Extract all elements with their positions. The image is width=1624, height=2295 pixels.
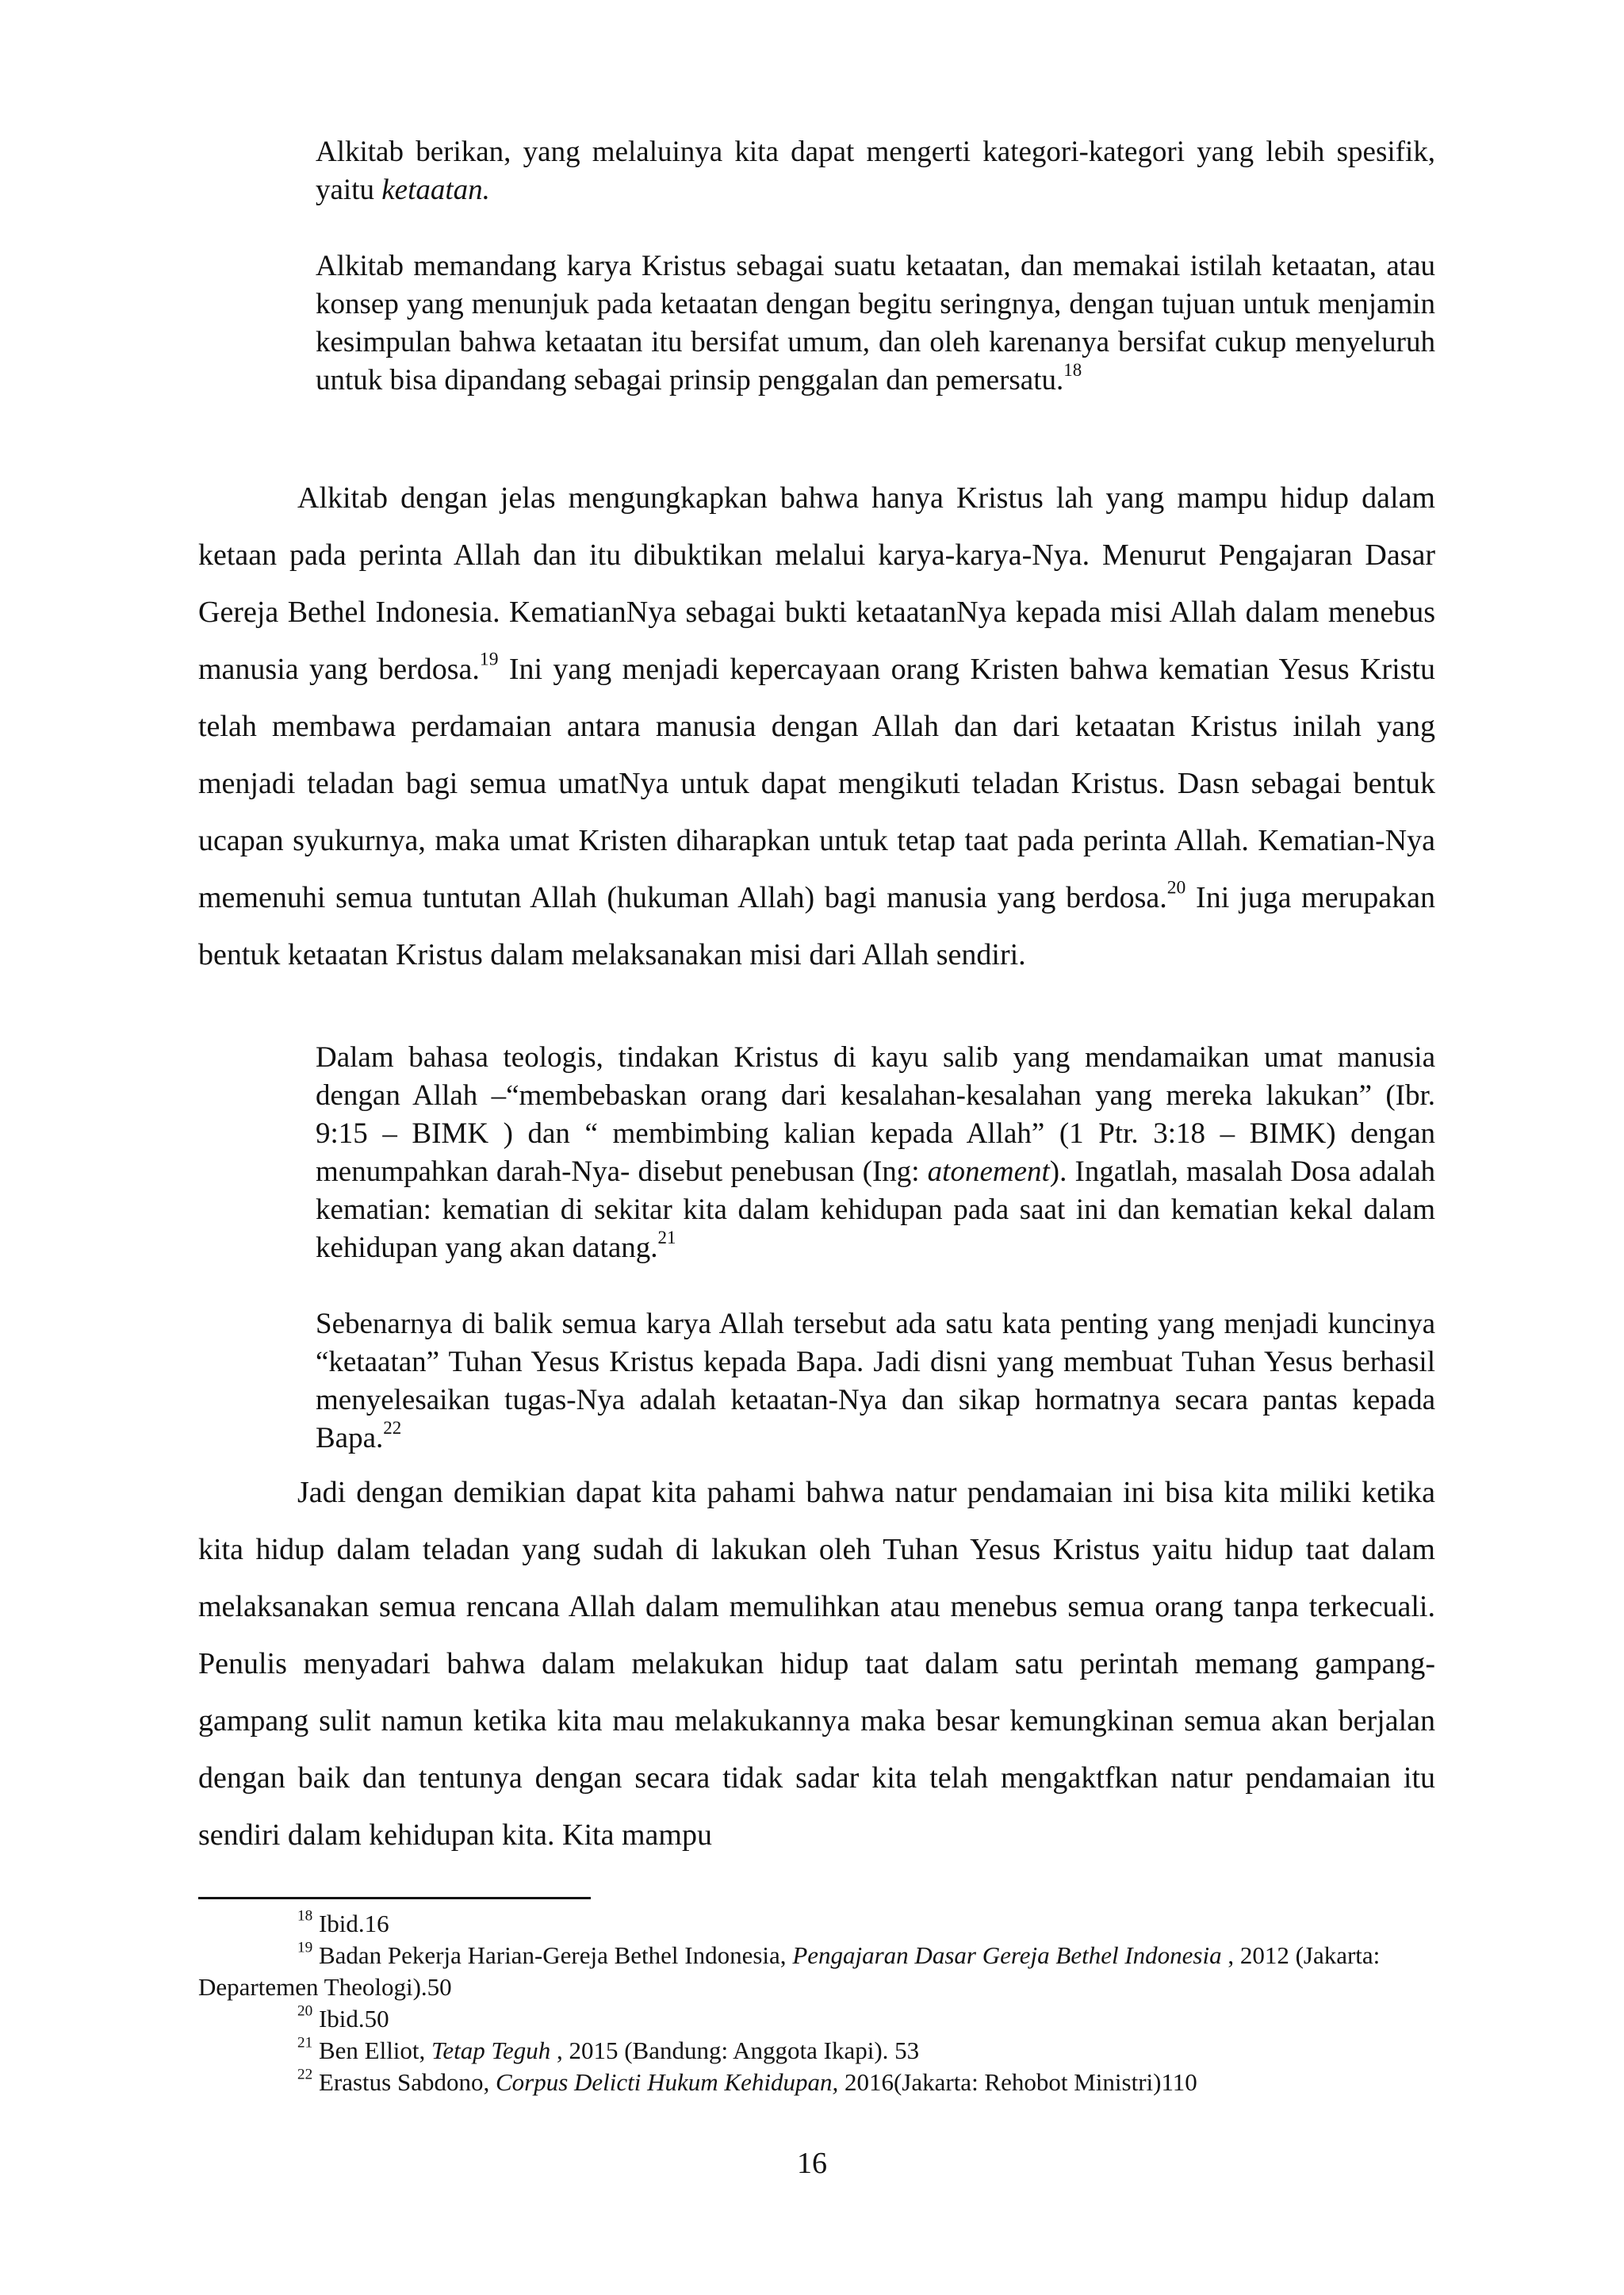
footnote bbox=[198, 1908, 1435, 1940]
footnote bbox=[198, 2067, 1435, 2098]
footnote-text: Erastus Sabdono, bbox=[312, 2068, 496, 2096]
block-quote-paragraph bbox=[316, 1305, 1435, 1458]
footnote bbox=[198, 2003, 1435, 2035]
paragraph-text: Ini yang menjadi kepercayaan orang Kristen bahwa kematian Yesus Kristu telah membawa perdamaian antara manusia dengan Allah dan dari ketaatan Kristus inilah yang menjadi teladan bagi semua umatNya untuk dapat mengikuti teladan Kristus. Dasn sebagai bentuk ucapan syukurnya, maka umat Kristen diharapkan untuk tetap taat pada perinta Allah. Kematian-Nya memenuhi semua tuntutan Allah (hukuman Allah) bagi manusia yang berdosa. bbox=[198, 653, 1435, 914]
block-quote-paragraph bbox=[316, 133, 1435, 209]
body-paragraph bbox=[198, 1464, 1435, 1864]
paragraph-text: Alkitab dengan jelas mengungkapkan bahwa hanya Kristus lah yang mampu hidup dalam ketaan pada perinta Allah dan itu dibuktikan melalui karya-karya-Nya. Menurut Pengajaran Dasar Gereja Bethel Indonesia. KematianNya sebagai bukti ketaatanNya kepada misi Allah dalam menebus manusia yang berdosa. bbox=[198, 481, 1435, 686]
footnote-reference[interactable]: 20 bbox=[1166, 877, 1186, 898]
footnote-text: , 2015 (Bandung: Anggota Ikapi). 53 bbox=[550, 2036, 920, 2064]
quote-text: Sebenarnya di balik semua karya Allah tersebut ada satu kata penting yang menjadi kuncinya “ketaatan” Tuhan Yesus Kristus kepada Bapa. Jadi disni yang membuat Tuhan Yesus berhasil menyelesaikan tugas-Nya adalah ketaatan-Nya dan sikap hormatnya secara pantas kepada Bapa. bbox=[316, 1308, 1435, 1454]
footnote-text: Ibid.16 bbox=[312, 1910, 389, 1937]
footnote-number: 21 bbox=[297, 2034, 313, 2052]
footnote-reference[interactable]: 18 bbox=[1063, 359, 1082, 380]
footnote-text: , 2012 (Jakarta: Departemen Theologi).50 bbox=[198, 1941, 1381, 2001]
footnote-reference[interactable]: 21 bbox=[657, 1227, 676, 1247]
quote-text: Alkitab memandang karya Kristus sebagai suatu ketaatan, dan memakai istilah ketaatan, atau konsep yang menunjuk pada ketaatan dengan begitu seringnya, dengan tujuan untuk menjamin kesimpulan bahwa ketaatan itu bersifat umum, dan oleh karenanya bersifat cukup menyeluruh untuk bisa dipandang sebagai prinsip penggalan dan pemersatu. bbox=[316, 250, 1435, 397]
footnotes bbox=[198, 1908, 1435, 2098]
footnote bbox=[198, 2035, 1435, 2067]
body-paragraph bbox=[198, 469, 1435, 983]
footnote-separator bbox=[198, 1897, 591, 1899]
footnote-reference[interactable]: 22 bbox=[383, 1417, 402, 1438]
quote-text: Alkitab berikan, yang melaluinya kita dapat mengerti kategori-kategori yang lebih spesifik, yaitu bbox=[316, 136, 1435, 206]
footnote-title: Tetap Teguh bbox=[431, 2036, 551, 2064]
quote-italic-text: atonement bbox=[927, 1155, 1050, 1188]
footnote-number: 19 bbox=[297, 1939, 313, 1956]
footnote-title: Pengajaran Dasar Gereja Bethel Indonesia bbox=[792, 1941, 1222, 1969]
quote-text: ). Ingatlah, masalah Dosa adalah kematian: kematian di sekitar kita dalam kehidupan pada saat ini dan kematian kekal dalam kehidupan yang akan datang. bbox=[316, 1155, 1435, 1264]
footnote-text: Ben Elliot, bbox=[312, 2036, 432, 2064]
footnote-text: 2016(Jakarta: Rehobot Ministri)110 bbox=[838, 2068, 1197, 2096]
footnote-number: 18 bbox=[297, 1907, 313, 1925]
footnote-text: Badan Pekerja Harian-Gereja Bethel Indonesia, bbox=[312, 1941, 793, 1969]
quote-italic-text: ketaatan. bbox=[381, 174, 490, 206]
block-quote-paragraph bbox=[316, 1039, 1435, 1267]
page-number: 16 bbox=[797, 2147, 827, 2180]
footnote bbox=[198, 1940, 1435, 2003]
paragraph-text: Ini juga merupakan bentuk ketaatan Kristus dalam melaksanakan misi dari Allah sendiri. bbox=[198, 881, 1435, 971]
footnote-text: Ibid.50 bbox=[312, 2005, 389, 2033]
footnote-reference[interactable]: 19 bbox=[479, 649, 499, 670]
block-quote-paragraph bbox=[316, 247, 1435, 400]
footnote-title: Corpus Delicti Hukum Kehidupan, bbox=[495, 2068, 839, 2096]
quote-text: Dalam bahasa teologis, tindakan Kristus di kayu salib yang mendamaikan umat manusia dengan Allah –“membebaskan orang dari kesalahan-kesalahan yang mereka lakukan” (Ibr. 9:15 – BIMK ) dan “ membimbing kalian kepada Allah” (1 Ptr. 3:18 – BIMK) dengan menumpahkan darah-Nya- disebut penebusan (Ing: bbox=[316, 1041, 1435, 1188]
footnote-number: 20 bbox=[297, 2002, 313, 2020]
paragraph-text: Jadi dengan demikian dapat kita pahami bahwa natur pendamaian ini bisa kita miliki ketika kita hidup dalam teladan yang sudah di lakukan oleh Tuhan Yesus Kristus yaitu hidup taat dalam melaksanakan semua rencana Allah dalam memulihkan atau menebus semua orang tanpa terkecuali. Penulis menyadari bahwa dalam melakukan hidup taat dalam satu perintah memang gampang-gampang sulit namun ketika kita mau melakukannya maka besar kemungkinan semua akan berjalan dengan baik dan tentunya dengan secara tidak sadar kita telah mengaktfkan natur pendamaian itu sendiri dalam kehidupan kita. Kita mampu bbox=[198, 1476, 1435, 1852]
footnote-number: 22 bbox=[297, 2066, 313, 2083]
